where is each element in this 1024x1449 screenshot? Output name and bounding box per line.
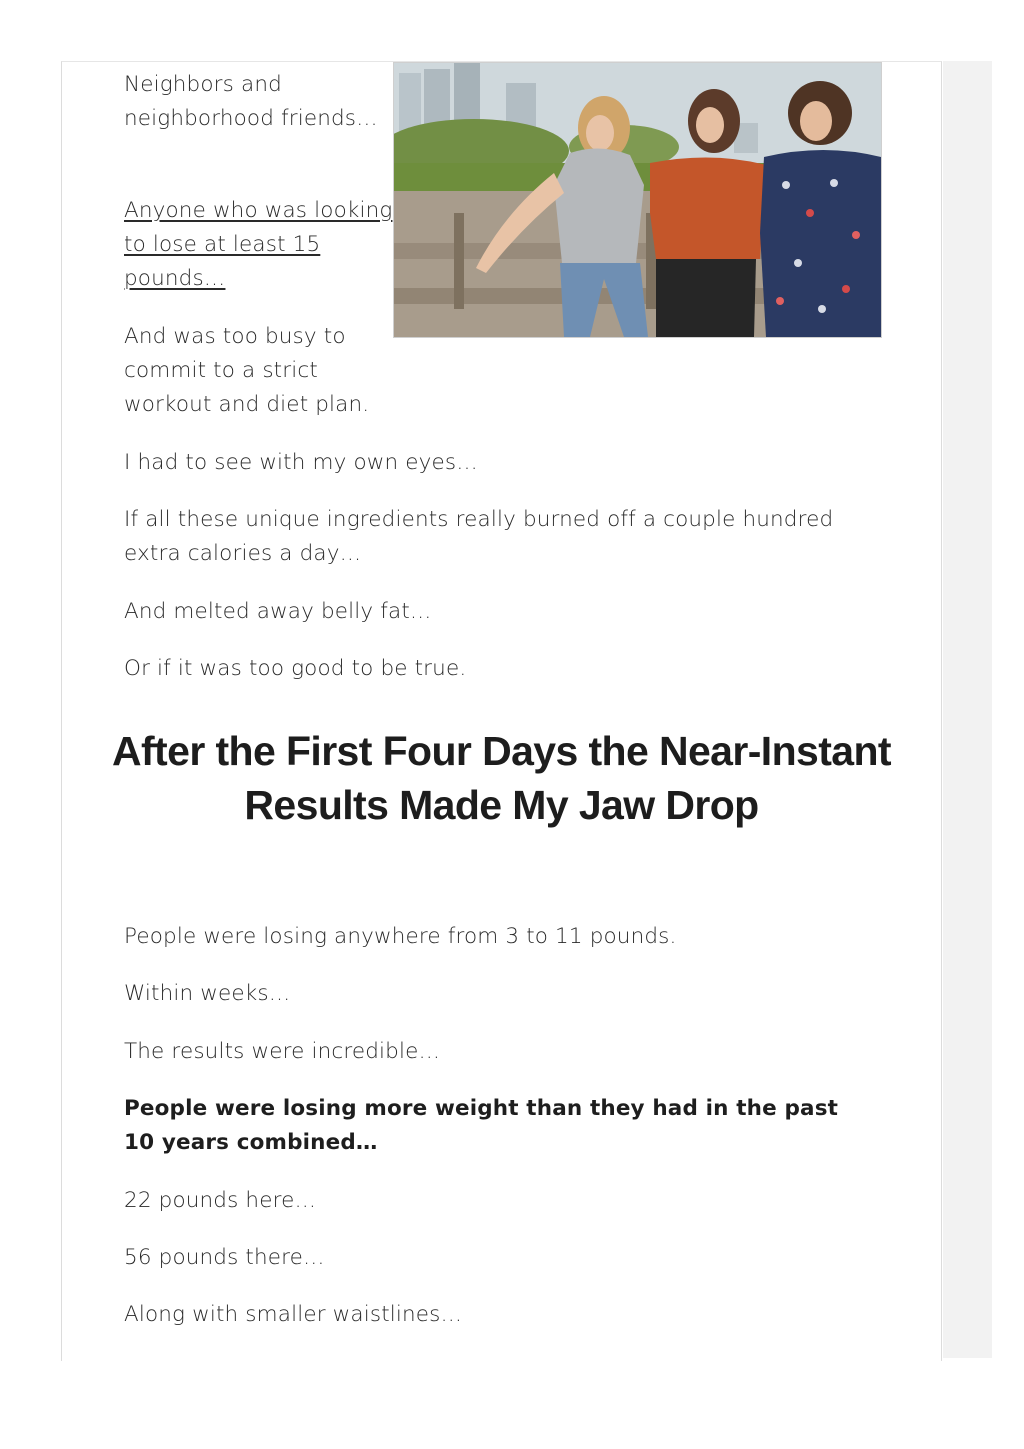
paragraph-see-own-eyes: I had to see with my own eyes… — [124, 450, 478, 475]
paragraph-56-pounds: 56 pounds there… — [124, 1245, 325, 1270]
paragraph-within-weeks: Within weeks… — [124, 981, 291, 1006]
section-headline: After the First Four Days the Near-Instant Results Made My Jaw Drop — [112, 728, 891, 828]
article-card — [61, 61, 942, 1361]
paragraph-losing-3-to-11: People were losing anywhere from 3 to 11 pounds. — [124, 924, 677, 949]
link-lose-15-pounds[interactable]: Anyone who was looking to lose at least 15 pounds… — [124, 198, 393, 291]
paragraph-22-pounds: 22 pounds here… — [124, 1188, 317, 1213]
women-laughing-photo — [393, 62, 882, 338]
paragraph-too-busy: And was too busy to commit to a strict workout and diet plan. — [124, 324, 370, 417]
paragraph-too-good: Or if it was too good to be true. — [124, 656, 467, 681]
paragraph-past-10-years: People were losing more weight than they had in the past 10 years combined… — [124, 1096, 839, 1155]
right-gutter — [943, 61, 992, 1358]
paragraph-belly-fat: And melted away belly fat… — [124, 599, 432, 624]
paragraph-smaller-waistlines: Along with smaller waistlines… — [124, 1302, 463, 1327]
paragraph-results-incredible: The results were incredible… — [124, 1039, 441, 1064]
paragraph-neighbors: Neighbors and neighborhood friends… — [124, 72, 378, 131]
paragraph-unique-ingredients: If all these unique ingredients really burned off a couple hundred extra calories a day… — [124, 507, 834, 566]
photo-illustration — [394, 63, 881, 337]
